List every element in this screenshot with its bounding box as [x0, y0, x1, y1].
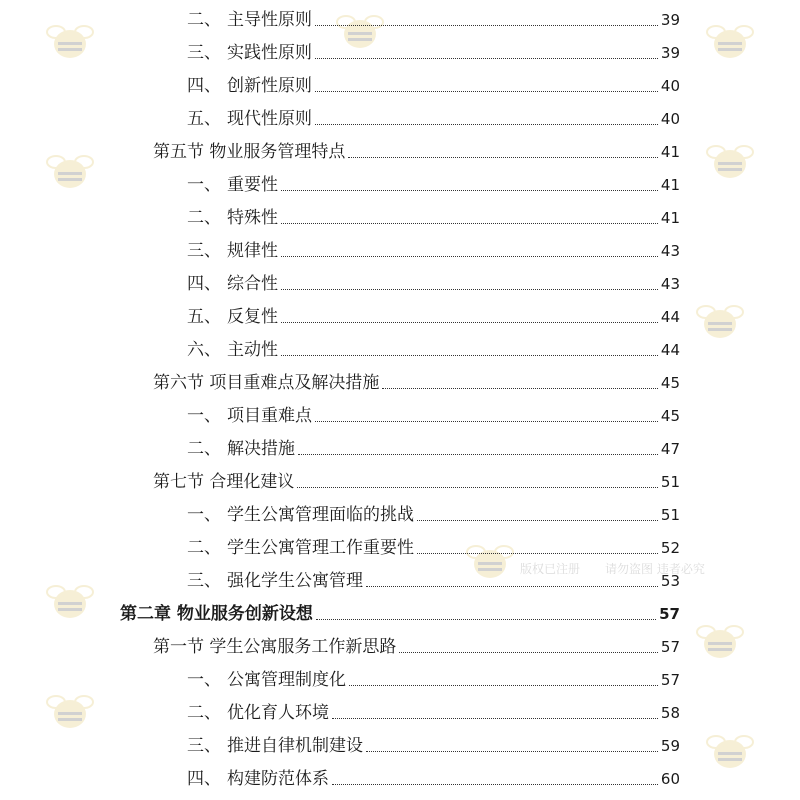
- watermark-notice: 版权已注册: [520, 562, 581, 576]
- dot-leader: [315, 420, 658, 422]
- toc-entry-label: 三、 强化学生公寓管理: [187, 571, 363, 591]
- toc-entry[interactable]: [187, 565, 680, 591]
- toc-entry-label: 一、 项目重难点: [187, 406, 312, 426]
- toc-entry-label: 一、 学生公寓管理面临的挑战: [187, 505, 414, 525]
- toc-entry[interactable]: [187, 697, 680, 723]
- toc-entry[interactable]: [153, 367, 680, 393]
- dot-leader: [281, 354, 658, 356]
- toc-entry[interactable]: [187, 235, 680, 261]
- toc-entry-label: 一、 公寓管理制度化: [187, 670, 346, 690]
- bee-logo-icon: [700, 20, 760, 90]
- dot-leader: [399, 651, 658, 653]
- toc-entry[interactable]: [187, 169, 680, 195]
- dot-leader: [332, 783, 658, 785]
- bee-logo-icon: [40, 580, 100, 650]
- dot-leader: [366, 750, 658, 752]
- toc-entry[interactable]: [187, 37, 680, 63]
- toc-entry-label: 四、 创新性原则: [187, 76, 312, 96]
- dot-leader: [315, 57, 658, 59]
- dot-leader: [297, 486, 658, 488]
- dot-leader: [382, 387, 658, 389]
- toc-entry-label: 三、 规律性: [187, 241, 278, 261]
- bee-logo-icon: [40, 20, 100, 90]
- toc-page-number: 58: [660, 704, 680, 722]
- toc-page-number: 51: [660, 473, 680, 491]
- bee-logo-icon: [40, 150, 100, 220]
- toc-entry[interactable]: [187, 268, 680, 294]
- toc-entry-label: 二、 特殊性: [187, 208, 278, 228]
- toc-entry-label: 二、 学生公寓管理工作重要性: [187, 538, 414, 558]
- toc-page-number: 44: [660, 308, 680, 326]
- dot-leader: [281, 288, 658, 290]
- toc-entry[interactable]: [153, 631, 680, 657]
- toc-entry-label: 三、 推进自律机制建设: [187, 736, 363, 756]
- dot-leader: [316, 618, 656, 620]
- toc-page-number: 41: [660, 176, 680, 194]
- dot-leader: [281, 255, 658, 257]
- dot-leader: [417, 519, 658, 521]
- toc-entry-label: 第五节 物业服务管理特点: [153, 142, 346, 162]
- toc-entry[interactable]: [187, 202, 680, 228]
- toc-page-number: 45: [660, 407, 680, 425]
- dot-leader: [349, 684, 658, 686]
- toc-page-number: 57: [660, 638, 680, 656]
- dot-leader: [348, 156, 658, 158]
- toc-entry-label: 二、 主导性原则: [187, 10, 312, 30]
- toc-entry[interactable]: [187, 301, 680, 327]
- bee-logo-icon: [700, 140, 760, 210]
- toc-entry-label: 三、 实践性原则: [187, 43, 312, 63]
- bee-logo-icon: [40, 690, 100, 760]
- toc-entry-label: 一、 重要性: [187, 175, 278, 195]
- toc-page-number: 52: [660, 539, 680, 557]
- dot-leader: [315, 24, 658, 26]
- dot-leader: [281, 321, 658, 323]
- toc-page-number: 57: [660, 671, 680, 689]
- dot-leader: [281, 189, 658, 191]
- toc-page-number: 40: [660, 77, 680, 95]
- dot-leader: [366, 585, 658, 587]
- toc-entry[interactable]: [187, 400, 680, 426]
- toc-page-number: 47: [660, 440, 680, 458]
- toc-entry[interactable]: [187, 4, 680, 30]
- watermark-notice: 请勿盗图 违者必究: [605, 562, 705, 576]
- dot-leader: [281, 222, 658, 224]
- toc-entry[interactable]: [187, 664, 680, 690]
- toc-page-number: 41: [660, 143, 680, 161]
- toc-page-number: 51: [660, 506, 680, 524]
- toc-entry[interactable]: [187, 730, 680, 756]
- toc-page-number: 57: [659, 605, 680, 623]
- toc-page-number: 40: [660, 110, 680, 128]
- dot-leader: [315, 90, 658, 92]
- toc-entry[interactable]: [187, 763, 680, 789]
- toc-entry-label: 四、 综合性: [187, 274, 278, 294]
- toc-entry[interactable]: [187, 334, 680, 360]
- toc-entry[interactable]: [187, 433, 680, 459]
- toc-page-number: 43: [660, 275, 680, 293]
- toc-page-number: 53: [660, 572, 680, 590]
- toc-entry-label: 二、 解决措施: [187, 439, 295, 459]
- bee-logo-icon: [690, 300, 750, 370]
- toc-entry[interactable]: [187, 103, 680, 129]
- toc-page-number: 39: [660, 11, 680, 29]
- toc-entry-label: 第一节 学生公寓服务工作新思路: [153, 637, 397, 657]
- toc-page-number: 45: [660, 374, 680, 392]
- toc-page-number: 43: [660, 242, 680, 260]
- toc-page-number: 44: [660, 341, 680, 359]
- bee-logo-icon: [690, 620, 750, 690]
- dot-leader: [315, 123, 658, 125]
- toc-entry[interactable]: [187, 70, 680, 96]
- toc-entry-label: 二、 优化育人环境: [187, 703, 329, 723]
- toc-entry-label: 第七节 合理化建议: [153, 472, 295, 492]
- toc-entry-label: 五、 反复性: [187, 307, 278, 327]
- bee-logo-icon: [700, 730, 760, 800]
- toc-entry[interactable]: [153, 136, 680, 162]
- toc-entry-chapter[interactable]: [120, 598, 680, 624]
- toc-entry-label: 四、 构建防范体系: [187, 769, 329, 789]
- toc-page-number: 59: [660, 737, 680, 755]
- dot-leader: [298, 453, 658, 455]
- toc-page-number: 60: [660, 770, 680, 788]
- toc-entry-label: 五、 现代性原则: [187, 109, 312, 129]
- toc-entry-label: 第二章 物业服务创新设想: [120, 604, 313, 624]
- dot-leader: [332, 717, 658, 719]
- toc-entry[interactable]: [187, 532, 680, 558]
- toc-page-number: 41: [660, 209, 680, 227]
- toc-entry[interactable]: [187, 499, 680, 525]
- dot-leader: [417, 552, 658, 554]
- toc-entry-label: 六、 主动性: [187, 340, 278, 360]
- toc-entry-label: 第六节 项目重难点及解决措施: [153, 373, 380, 393]
- toc-page-number: 39: [660, 44, 680, 62]
- toc-entry[interactable]: [153, 466, 680, 492]
